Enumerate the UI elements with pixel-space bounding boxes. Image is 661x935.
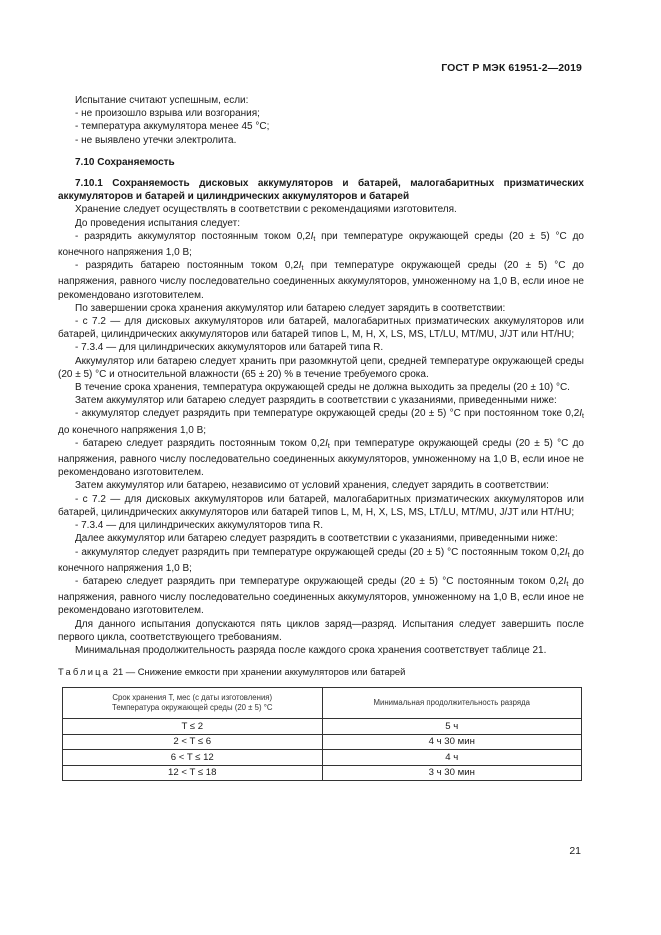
current-subscript: t [582,413,584,421]
table-header-cell [63,688,323,719]
list-item-text: до конечного напряжения 1,0 В; [58,424,207,436]
table-row [63,734,582,750]
current-subscript: t [327,442,330,450]
paragraph: До проведения испытания следует: [75,217,241,229]
paragraph: Далее аккумулятор или батарею следует разрядить в соответствии с указаниями, приведенными ниже: [75,533,558,545]
list-item-text: при температуре окружающей среды (20 ± 5) °С до напряжения, равного числу последовательно соединенных аккумуляторов, умноженному на 1,0 В, если иное не рекомендовано изготовителем. [58,437,584,479]
table-row [63,765,582,781]
list-item-text: - разрядить аккумулятор постоянным током 0,2 [75,230,311,242]
table-row [63,750,582,766]
header-line: Срок хранения T, мес (с даты изготовления) [112,693,273,703]
list-item: - с 7.2 — для дисковых аккумуляторов или батарей, малогабаритных призматических аккумуляторов или батарей, цилиндрических аккумуляторов или батарей типов L, M, H, X, LS, MS, LT/LU, MT/MU, J/JT или HT/HU; [58,493,584,518]
current-symbol: I [325,437,328,449]
table-cell-term: 6 < T ≤ 12 [63,750,323,766]
paragraph: Минимальная продолжительность разряда после каждого срока хранения соответствует таблице 21. [75,644,547,656]
paragraph: Затем аккумулятор или батарею, независимо от условий хранения, следует зарядить в соответствии: [75,480,549,492]
table-cell-duration: 4 ч [322,750,582,766]
current-subscript: t [566,580,569,588]
table-caption-text: 21 — Снижение емкости при хранении аккумуляторов или батарей [110,666,406,678]
table-caption-label: Таблица [58,666,111,678]
list-item [58,575,584,618]
current-symbol: I [298,260,302,272]
list-item-text: при температуре окружающей среды (20 ± 5) °С до напряжения, равного числу последовательно соединенных аккумуляторов, умноженному на 1,0 В, если иное не рекомендовано изготовителем. [58,260,584,301]
list-item: - 7.3.4 — для цилиндрических аккумуляторов типа R. [75,520,324,532]
table-cell-duration: 5 ч [322,719,582,735]
paragraph: Для данного испытания допускаются пять циклов заряд—разряд. Испытания следует завершить после первого цикла, соответствующего требованиям. [58,618,584,643]
table-header-cell: Минимальная продолжительность разряда [322,688,582,719]
current-symbol: I [579,408,583,420]
list-item [58,230,584,259]
table-cell-term: T ≤ 2 [63,719,323,735]
page-number: 21 [569,845,581,857]
list-item [58,437,584,480]
list-item-text: до конечного напряжения 1,0 В; [58,546,584,574]
current-symbol: I [563,575,567,587]
document-id-header: ГОСТ Р МЭК 61951-2—2019 [441,62,582,74]
capacity-table [62,687,582,781]
table-cell-duration: 4 ч 30 мин [322,734,582,750]
current-subscript: t [567,551,570,559]
section-heading: 7.10 Сохраняемость [75,156,175,168]
paragraph: В течение срока хранения, температура окружающей среды не должна выходить за пределы (20 ± 10) °С. [75,382,570,394]
paragraph: Хранение следует осуществлять в соответствии с рекомендациями изготовителя. [75,204,457,216]
list-item: - с 7.2 — для дисковых аккумуляторов или батарей, малогабаритных призматических аккумуляторов или батарей, цилиндрических аккумуляторов или батарей типов L, M, H, X, LS, MS, LT/LU, MT/MU, J/JT или HT/HU; [58,316,584,341]
page-body [58,94,584,781]
list-item-text: до напряжения, равного числу последовательно соединенных аккумуляторов, умноженному на 1,0 В, если иное не рекомендовано изготовителем. [58,575,584,617]
list-item: - не выявлено утечки электролита. [75,134,237,146]
current-symbol: I [310,230,314,242]
current-subscript: t [313,235,316,243]
list-item-text: - батарею следует разрядить при температуре окружающей среды (20 ± 5) °С постоянным током 0,2 [75,575,564,587]
list-item-text: - аккумулятор следует разрядить при температуре окружающей среды (20 ± 5) °С при постоянном токе 0,2 [75,408,580,420]
list-item [58,546,584,575]
list-item: - не произошло взрыва или возгорания; [75,108,260,120]
paragraph: Аккумулятор или батарею следует хранить при разомкнутой цепи, средней температуре окружающей среды (20 ± 5) °С и относительной влажности (65 ± 20) % в течение требуемого срока. [58,355,584,380]
subsection-heading: 7.10.1 Сохраняемость дисковых аккумуляторов и батарей, малогабаритных призматических аккумуляторов и батарей и цилиндрических аккумуляторов и батарей [58,178,584,203]
paragraph: По завершении срока хранения аккумулятор или батарею следует зарядить в соответствии: [75,302,506,314]
table-header-row [63,688,582,719]
list-item: - 7.3.4 — для цилиндрических аккумуляторов или батарей типа R. [75,342,384,354]
paragraph: Затем аккумулятор или батарею следует разрядить в соответствии с указаниями, приведенными ниже: [75,395,557,407]
current-symbol: I [564,546,568,558]
current-subscript: t [301,265,304,273]
list-item-text: - аккумулятор следует разрядить при температуре окружающей среды (20 ± 5) °С постоянным током 0,2 [75,546,565,558]
list-item-text: - батарею следует разрядить постоянным током 0,2 [75,437,326,449]
table-cell-term: 2 < T ≤ 6 [63,734,323,750]
paragraph: Испытание считают успешным, если: [75,95,249,106]
table-caption [58,665,584,678]
list-item: - температура аккумулятора менее 45 °С; [75,121,270,133]
list-item-text: при температуре окружающей среды (20 ± 5) °С до конечного напряжения 1,0 В; [58,230,584,259]
list-item [58,259,584,302]
table-row [63,719,582,735]
header-line: Температура окружающей среды (20 ± 5) °С [112,703,273,713]
list-item [58,407,584,436]
table-cell-term: 12 < T ≤ 18 [63,765,323,781]
table-cell-duration: 3 ч 30 мин [322,765,582,781]
list-item-text: - разрядить батарею постоянным током 0,2 [75,260,299,272]
